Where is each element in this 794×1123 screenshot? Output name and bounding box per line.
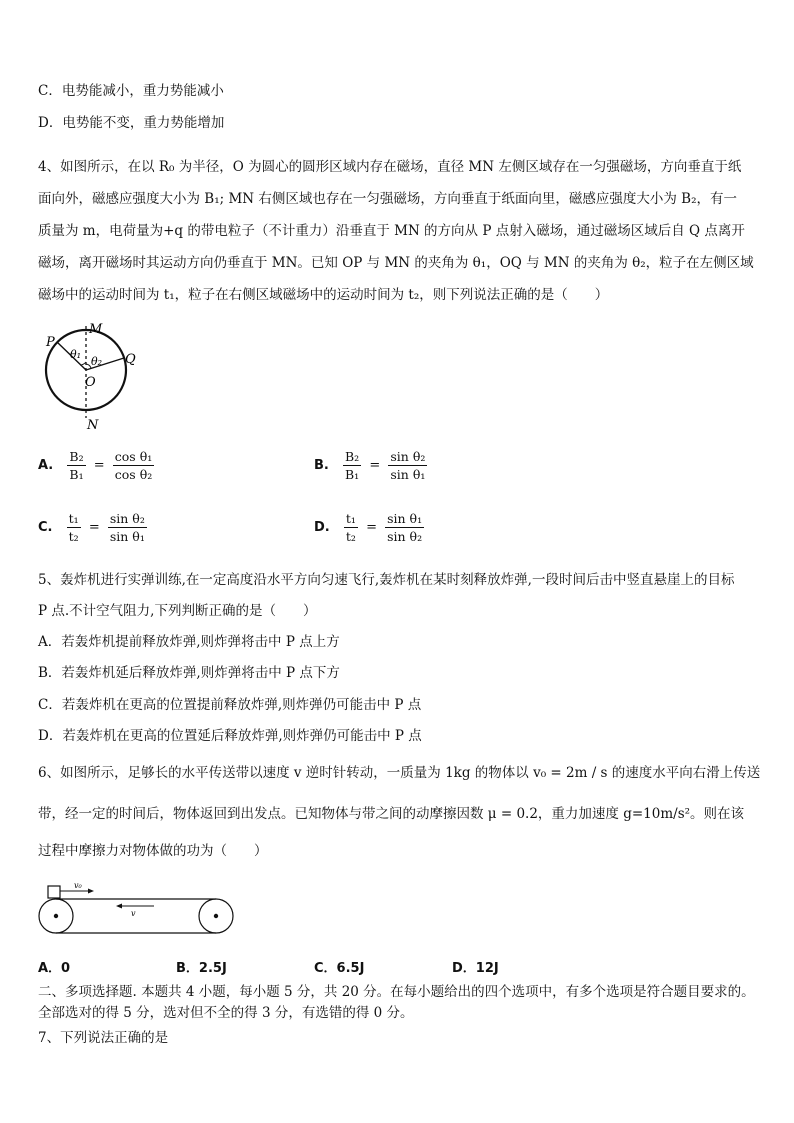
q6-conveyor-figure — [36, 878, 246, 938]
q4-line-1: 4、如图所示，在以 R₀ 为半径，O 为圆心的圆形区域内存在磁场，直径 MN 左侧区域存在一匀强磁场，方向垂直于纸 — [38, 159, 742, 175]
q5-option-c[interactable]: C．若轰炸机在更高的位置提前释放炸弹,则炸弹仍可能击中 P 点 — [38, 697, 422, 713]
q4-option-c-lhs: $\frac{\text{t₁}}{\text{t₂}}$ — [68, 511, 79, 544]
q6-label-v0: v₀ — [74, 881, 82, 890]
q4-circle-figure — [36, 318, 156, 433]
q4-option-d-rhs: $\frac{\text{sin θ₁}}{\text{sin θ₂}}$ — [387, 511, 423, 544]
q4-option-a-label: A. — [38, 458, 54, 473]
q4-option-b-lhs: $\frac{\text{B₂}}{\text{B₁}}$ — [345, 449, 360, 482]
q4-option-b-label: B. — [314, 458, 329, 473]
question-7: 7、下列说法正确的是 — [38, 1030, 169, 1046]
q6-option-c[interactable]: C．6.5J — [314, 961, 365, 976]
q4-option-b-rhs: $\frac{\text{sin θ₂}}{\text{sin θ₁}}$ — [390, 449, 426, 482]
q4-option-d-lhs: $\frac{\text{t₁}}{\text{t₂}}$ — [345, 511, 356, 544]
prev-option-c: C．电势能减小，重力势能减小 — [38, 83, 224, 99]
q4-label-theta1: θ₁ — [70, 348, 82, 361]
q6-label-v: v — [131, 909, 136, 918]
q4-option-d[interactable]: D. $\frac{\text{t₁}}{\text{t₂}}$ = $\frac{\text{sin θ₁}}{\text{sin θ₂}}$ — [314, 511, 423, 544]
q4-option-a-rhs: $\frac{\text{cos θ₁}}{\text{cos θ₂}}$ — [114, 449, 153, 482]
q5-line-1: 5、轰炸机进行实弹训练,在一定高度沿水平方向匀速飞行,轰炸机在某时刻释放炸弹,一段时间后击中竖直悬崖上的目标 — [38, 572, 735, 588]
q4-line-5: 磁场中的运动时间为 t₁，粒子在右侧区域磁场中的运动时间为 t₂，则下列说法正确的是（ ） — [38, 287, 609, 303]
q4-label-o: O — [85, 375, 96, 390]
q4-option-c[interactable]: C. $\frac{\text{t₁}}{\text{t₂}}$ = $\frac{\text{sin θ₂}}{\text{sin θ₁}}$ — [38, 511, 145, 544]
q6-option-b[interactable]: B．2.5J — [176, 961, 227, 976]
prev-option-d: D．电势能不变，重力势能增加 — [38, 115, 225, 131]
section-2-line-2: 全部选对的得 5 分，选对但不全的得 3 分，有选错的得 0 分。 — [38, 1005, 414, 1021]
q4-label-q: Q — [125, 352, 136, 367]
q4-option-a[interactable]: A. $\frac{\text{B₂}}{\text{B₁}}$ = $\frac{\text{cos θ₁}}{\text{cos θ₂}}$ — [38, 449, 153, 482]
q5-option-b[interactable]: B．若轰炸机延后释放炸弹,则炸弹将击中 P 点下方 — [38, 665, 340, 681]
q6-line-2: 带，经一定的时间后，物体返回到出发点。已知物体与带之间的动摩擦因数 μ = 0.2，重力加速度 g=10m/s²。则在该 — [38, 806, 745, 822]
q4-line-2: 面向外，磁感应强度大小为 B₁; MN 右侧区域也存在一匀强磁场，方向垂直于纸面向里，磁感应强度大小为 B₂，有一 — [38, 191, 738, 207]
q5-option-a[interactable]: A．若轰炸机提前释放炸弹,则炸弹将击中 P 点上方 — [38, 634, 340, 650]
q5-option-d[interactable]: D．若轰炸机在更高的位置延后释放炸弹,则炸弹仍可能击中 P 点 — [38, 728, 422, 744]
q4-option-b[interactable]: B. $\frac{\text{B₂}}{\text{B₁}}$ = $\frac{\text{sin θ₂}}{\text{sin θ₁}}$ — [314, 449, 426, 482]
q4-label-p: P — [46, 335, 55, 350]
q6-line-3: 过程中摩擦力对物体做的功为（ ） — [38, 843, 268, 859]
q4-option-a-lhs: $\frac{\text{B₂}}{\text{B₁}}$ — [69, 449, 84, 482]
q6-line-1: 6、如图所示，足够长的水平传送带以速度 v 逆时针转动，一质量为 1kg 的物体以 v₀ = 2m / s 的速度水平向右滑上传送 — [38, 765, 761, 781]
q4-option-c-label: C. — [38, 520, 53, 535]
q4-option-c-rhs: $\frac{\text{sin θ₂}}{\text{sin θ₁}}$ — [109, 511, 145, 544]
q4-label-theta2: θ₂ — [91, 355, 103, 368]
q6-option-a[interactable]: A．0 — [38, 961, 71, 976]
q4-option-d-label: D. — [314, 520, 330, 535]
q4-line-3: 质量为 m，电荷量为+q 的带电粒子（不计重力）沿垂直于 MN 的方向从 P 点射入磁场，通过磁场区域后自 Q 点离开 — [38, 223, 745, 239]
q5-line-2: P 点.不计空气阻力,下列判断正确的是（ ） — [38, 603, 317, 619]
q4-label-n: N — [87, 418, 99, 433]
q4-line-4: 磁场，离开磁场时其运动方向仍垂直于 MN。已知 OP 与 MN 的夹角为 θ₁，OQ 与 MN 的夹角为 θ₂，粒子在左侧区域 — [38, 255, 754, 271]
section-2-line-1: 二、多项选择题. 本题共 4 小题，每小题 5 分，共 20 分。在每小题给出的四个选项中，有多个选项是符合题目要求的。 — [38, 984, 755, 1000]
q6-option-d[interactable]: D．12J — [452, 961, 499, 976]
q4-label-m: M — [89, 322, 103, 337]
